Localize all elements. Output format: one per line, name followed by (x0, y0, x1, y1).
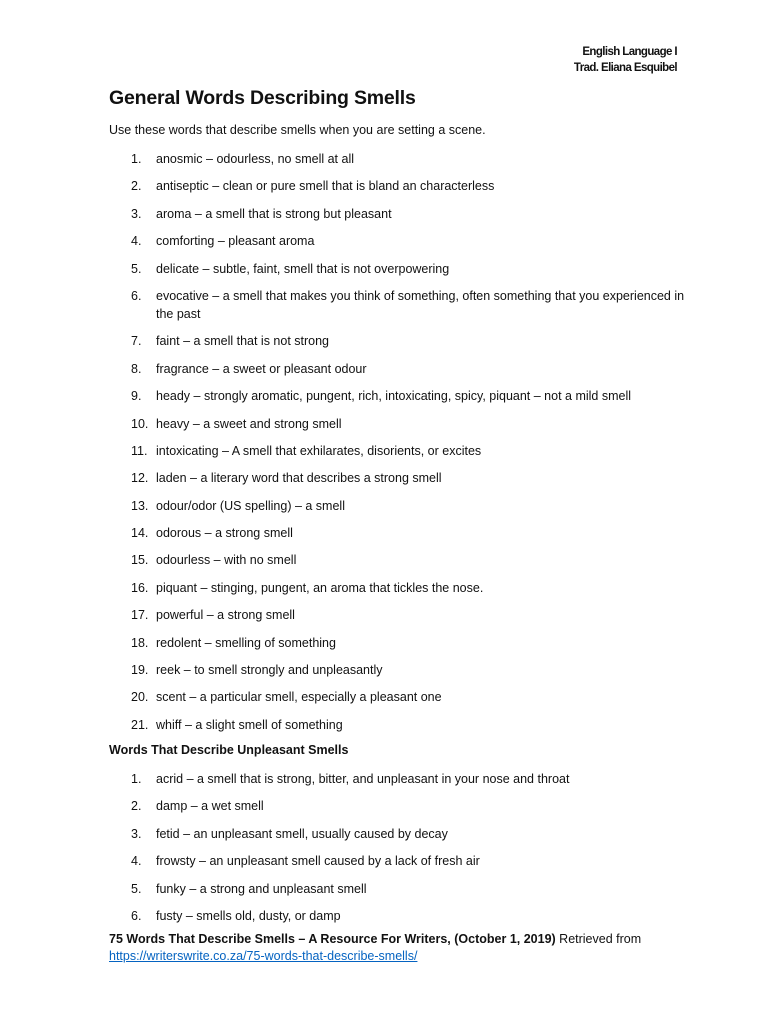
list-item-number: 1. (131, 152, 142, 166)
list-item-text: odourless – with no smell (156, 553, 297, 568)
list-item (109, 442, 689, 460)
page-title: General Words Describing Smells (109, 87, 416, 109)
list-item-number: 20. (131, 690, 149, 705)
intro-text: Use these words that describe smells when you are setting a scene. (109, 123, 486, 137)
list-item-number: 3. (131, 206, 142, 221)
list-item-number: 2. (131, 179, 142, 194)
list-item (109, 260, 689, 278)
list-item (109, 606, 689, 624)
list-item-number: 21. (131, 717, 149, 732)
list-item (109, 797, 689, 815)
list-item-number: 4. (131, 854, 142, 869)
list-item-text: piquant – stinging, pungent, an aroma that tickles the nose. (156, 580, 484, 595)
unpleasant-words-list (109, 770, 689, 934)
list-item-number: 4. (131, 234, 142, 249)
list-item-text: redolent – smelling of something (156, 635, 336, 650)
list-item-text: fragrance – a sweet or pleasant odour (156, 361, 367, 376)
page-header (574, 44, 677, 76)
list-item-text: faint – a smell that is not strong (156, 334, 330, 349)
list-item (109, 232, 689, 250)
list-item-number: 7. (131, 334, 142, 349)
list-item (109, 716, 689, 734)
list-item-text: antiseptic – clean or pure smell that is bland an characterless (156, 179, 495, 194)
list-item-text: damp – a wet smell (156, 799, 264, 814)
list-item (109, 332, 689, 350)
list-item-text: laden – a literary word that describes a strong smell (156, 471, 442, 486)
list-item (109, 579, 689, 597)
list-item (109, 770, 689, 788)
list-item-number: 10. (131, 416, 149, 431)
list-item-number: 18. (131, 635, 149, 650)
list-item-number: 5. (131, 261, 142, 276)
list-item-number: 2. (131, 799, 142, 814)
list-item-number: 6. (131, 288, 142, 303)
list-item-text: intoxicating – A smell that exhilarates, disorients, or excites (156, 443, 482, 458)
list-item (109, 205, 689, 223)
list-item-text: whiff – a slight smell of something (156, 717, 343, 732)
list-item (109, 825, 689, 843)
list-item (109, 287, 689, 323)
list-item-text: funky – a strong and unpleasant smell (156, 881, 367, 896)
list-item (109, 852, 689, 870)
list-item-number: 11. (131, 443, 148, 458)
list-item (109, 497, 689, 515)
citation-link[interactable]: https://writerswrite.co.za/75-words-that-describe-smells/ (109, 949, 418, 963)
list-item (109, 634, 689, 652)
list-item (109, 551, 689, 569)
list-item-text: frowsty – an unpleasant smell caused by a lack of fresh air (156, 854, 480, 869)
list-item-number: 15. (131, 553, 149, 568)
list-item-text: comforting – pleasant aroma (156, 234, 315, 249)
unpleasant-heading: Words That Describe Unpleasant Smells (109, 743, 349, 757)
list-item (109, 150, 689, 168)
list-item-number: 5. (131, 881, 142, 896)
list-item-number: 13. (131, 498, 149, 513)
list-item (109, 177, 689, 195)
list-item-text: odorous – a strong smell (156, 526, 293, 541)
list-item-number: 19. (131, 663, 149, 678)
list-item (109, 524, 689, 542)
list-item-text: fusty – smells old, dusty, or damp (156, 908, 341, 923)
list-item (109, 880, 689, 898)
list-item-number: 14. (131, 526, 149, 541)
list-item-text: scent – a particular smell, especially a pleasant one (156, 690, 442, 705)
list-item (109, 415, 689, 433)
citation (109, 931, 689, 965)
list-item-number: 6. (131, 908, 142, 923)
list-item-number: 3. (131, 826, 142, 841)
list-item-text: evocative – a smell that makes you think of something, often something that you experienced in the past (156, 288, 685, 321)
list-item-text: fetid – an unpleasant smell, usually caused by decay (156, 826, 448, 841)
list-item-text: heavy – a sweet and strong smell (156, 416, 342, 431)
citation-retrieved: Retrieved from (555, 932, 642, 946)
header-course: English Language I (582, 46, 677, 58)
list-item (109, 387, 689, 405)
list-item-number: 1. (131, 772, 142, 786)
list-item-text: reek – to smell strongly and unpleasantly (156, 663, 383, 678)
citation-source: 75 Words That Describe Smells – A Resource For Writers, (October 1, 2019) (109, 932, 556, 946)
list-item-number: 17. (131, 608, 149, 623)
list-item-number: 8. (131, 361, 142, 376)
list-item (109, 907, 689, 925)
list-item (109, 469, 689, 487)
list-item-text: aroma – a smell that is strong but pleasant (156, 206, 392, 221)
list-item (109, 661, 689, 679)
list-item-number: 16. (131, 580, 149, 595)
list-item (109, 688, 689, 706)
list-item-text: anosmic – odourless, no smell at all (156, 152, 355, 166)
list-item (109, 360, 689, 378)
list-item-text: heady – strongly aromatic, pungent, rich, intoxicating, spicy, piquant – not a mild smell (156, 389, 632, 404)
list-item-number: 12. (131, 471, 149, 486)
list-item-text: acrid – a smell that is strong, bitter, and unpleasant in your nose and throat (156, 772, 570, 786)
header-author: Trad. Eliana Esquibel (573, 62, 677, 74)
list-item-text: odour/odor (US spelling) – a smell (156, 498, 345, 513)
list-item-number: 9. (131, 389, 142, 404)
list-item-text: powerful – a strong smell (156, 608, 295, 623)
general-words-list (109, 150, 689, 743)
list-item-text: delicate – subtle, faint, smell that is not overpowering (156, 261, 450, 276)
